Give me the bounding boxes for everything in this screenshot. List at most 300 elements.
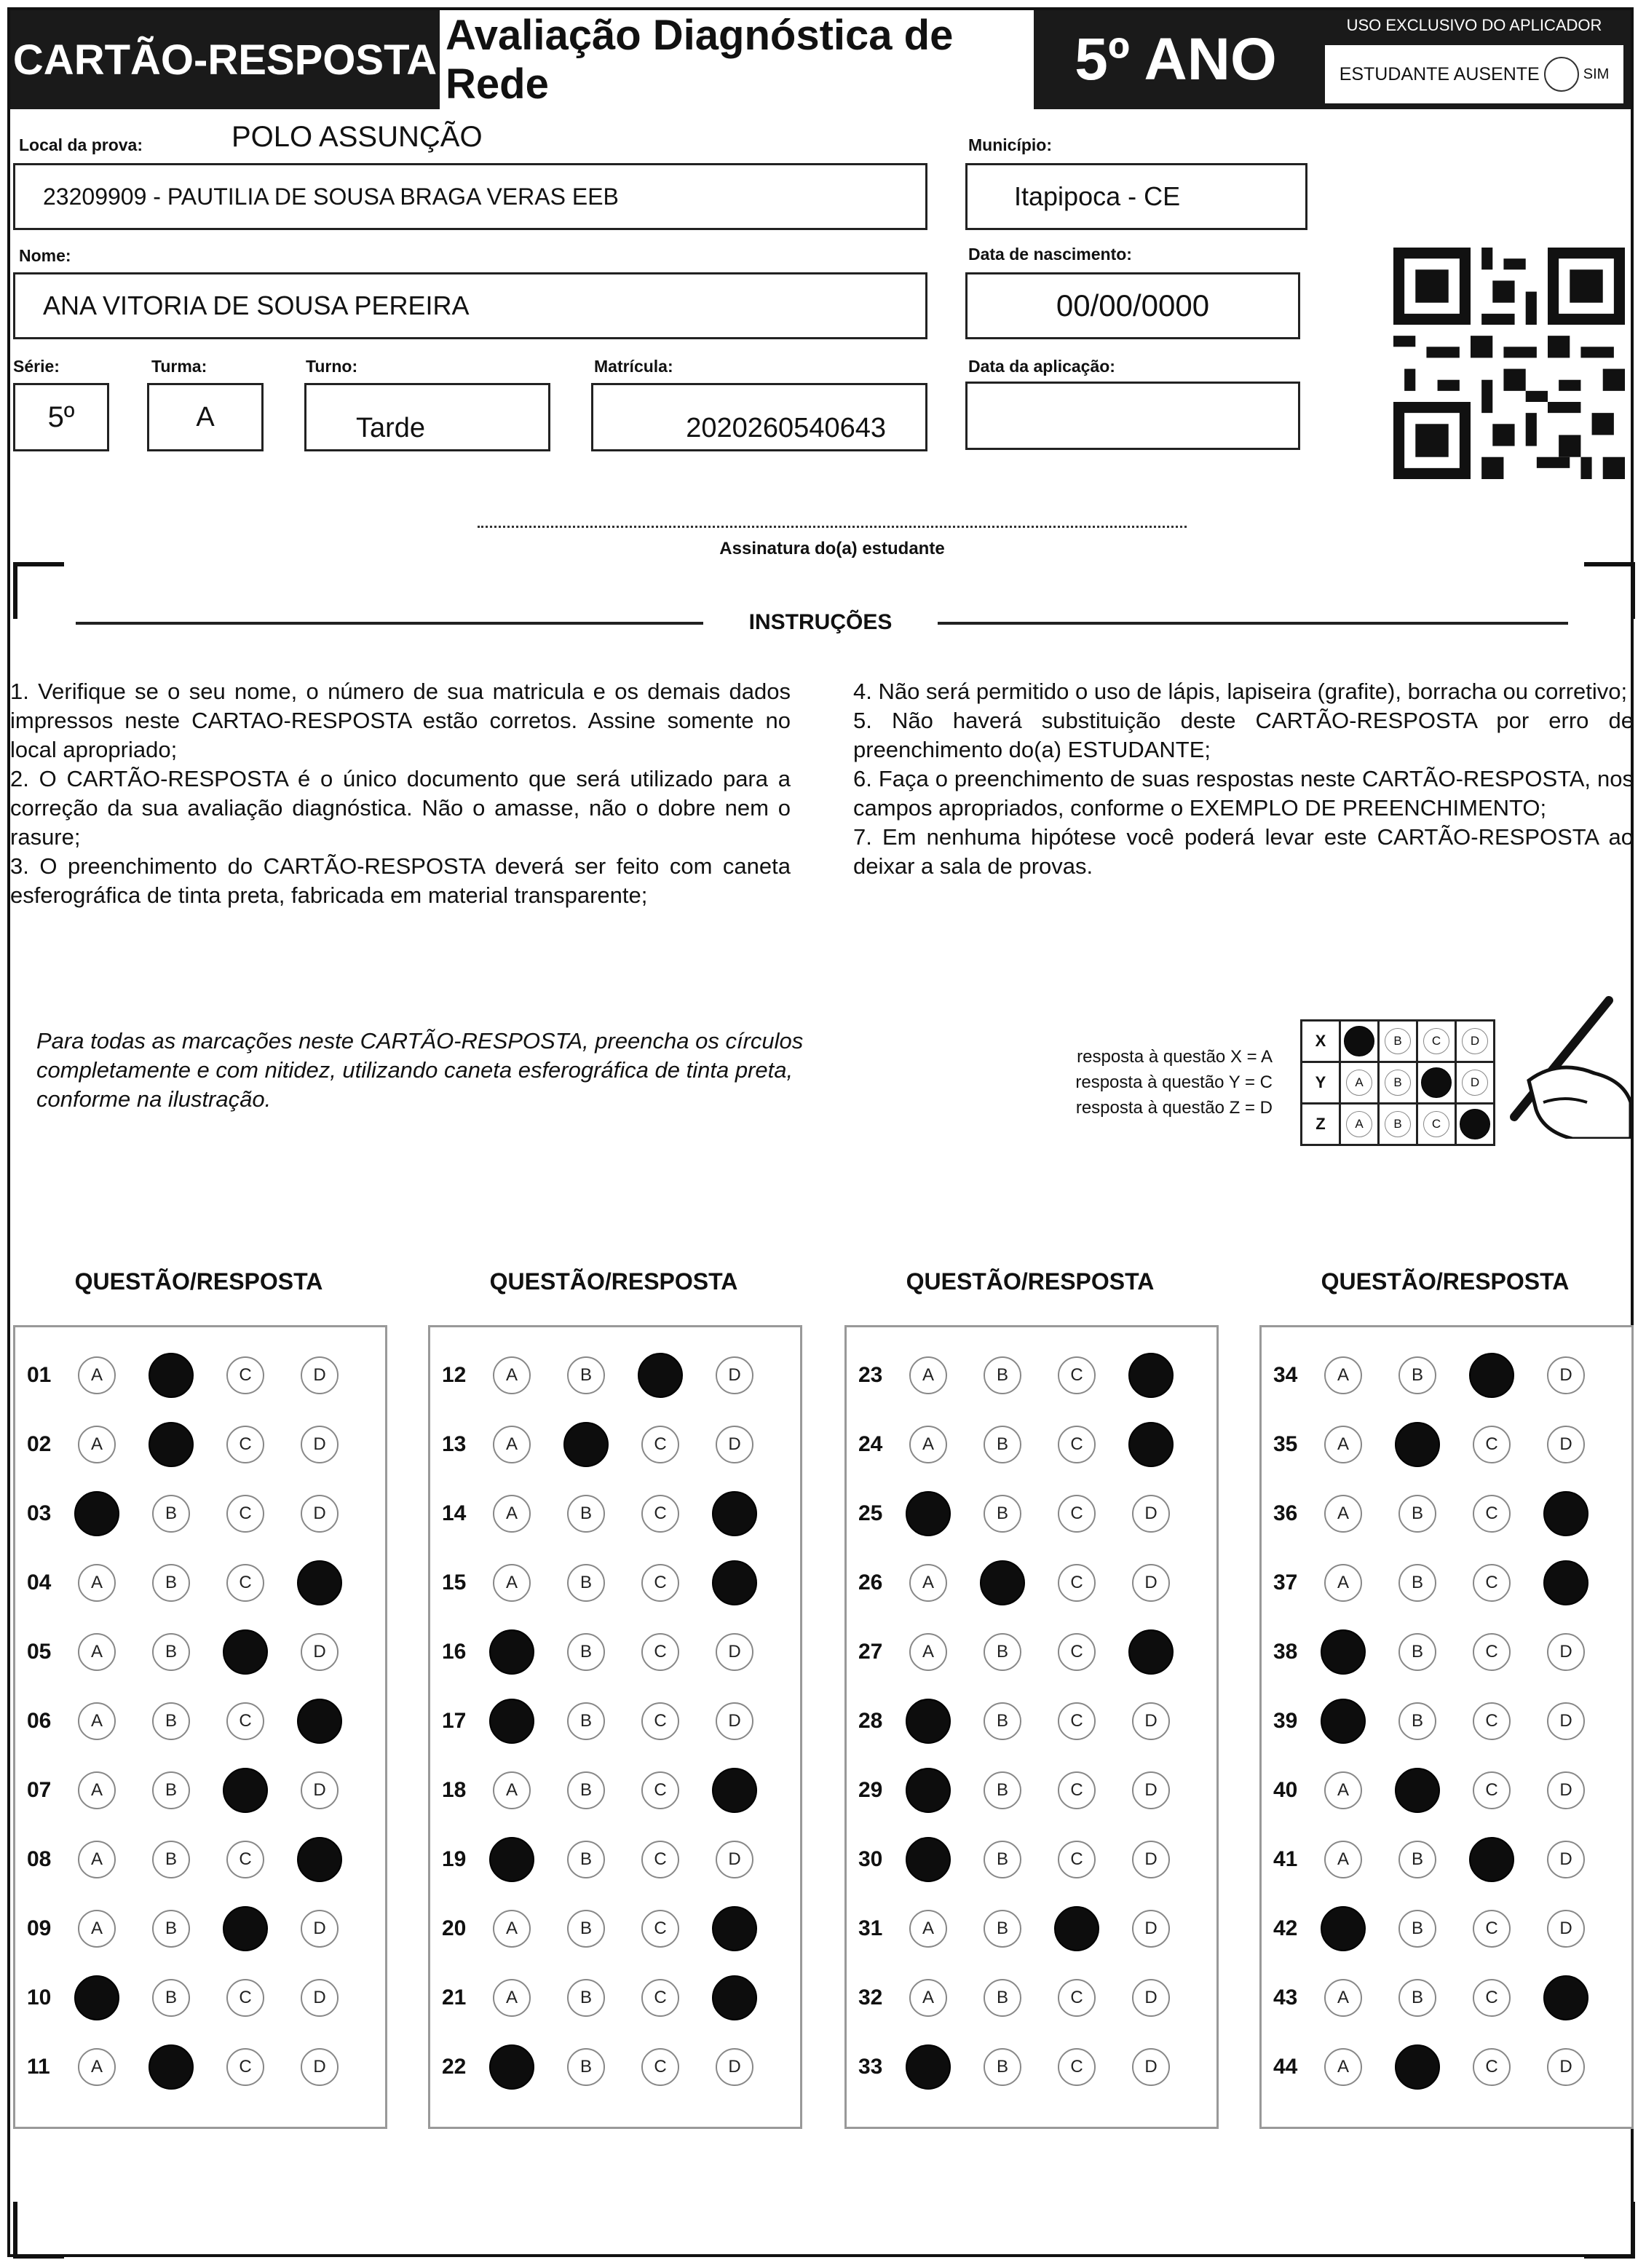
municipio-label: Município: [968, 135, 1052, 154]
answer-bubble-b[interactable] [567, 2048, 605, 2086]
answer-bubble-b[interactable] [1398, 1910, 1436, 1948]
bubble-letter: A [505, 1988, 518, 2007]
answer-bubble-a[interactable] [909, 1426, 947, 1463]
answer-bubble-a[interactable] [1324, 1841, 1362, 1878]
local-value: POLO ASSUNÇÃO [232, 121, 483, 153]
answer-row [430, 1630, 790, 1674]
example-legend [1034, 1044, 1273, 1121]
answer-bubble-b[interactable] [152, 1702, 190, 1740]
answer-bubble-a[interactable] [78, 1910, 116, 1948]
answer-panel [1259, 1325, 1634, 2129]
bubble-letter: D [728, 1434, 741, 1454]
answer-bubble-a[interactable] [1324, 1356, 1362, 1394]
answer-bubble-c[interactable] [223, 1629, 268, 1675]
bubble-letter: B [165, 1573, 177, 1592]
bubble-letter: A [90, 1711, 103, 1731]
answer-bubble-a[interactable] [489, 1629, 534, 1675]
corner-mark-top-right [1584, 562, 1635, 619]
bubble-letter: C [654, 1780, 667, 1800]
bubble-letter: B [579, 1711, 592, 1731]
answer-bubble-d[interactable] [716, 1426, 753, 1463]
bubble-letter: B [996, 1849, 1008, 1869]
turno-field: Tarde [304, 383, 550, 451]
answer-bubble-d[interactable] [716, 1356, 753, 1394]
answer-row [847, 1423, 1206, 1466]
answer-bubble-a[interactable] [909, 1979, 947, 2017]
bubble-letter: C [1070, 1504, 1083, 1523]
bubble-letter: C [1070, 1849, 1083, 1869]
answer-bubble-b[interactable] [152, 1495, 190, 1533]
answer-row [15, 1354, 375, 1397]
answer-bubble-a[interactable] [78, 1702, 116, 1740]
answer-bubble-c[interactable] [1054, 1906, 1099, 1951]
bubble-letter: A [922, 1573, 934, 1592]
answer-bubble-c[interactable] [1473, 1426, 1511, 1463]
answer-bubble-c[interactable] [1058, 1702, 1096, 1740]
answer-bubble-d[interactable] [712, 1906, 757, 1951]
bubble-letter: B [165, 1504, 177, 1523]
aplicacao-label: Data da aplicação: [968, 357, 1115, 376]
answer-bubble-c[interactable] [226, 1564, 264, 1602]
answer-bubble-c[interactable] [1058, 1841, 1096, 1878]
answer-panel [428, 1325, 802, 2129]
answer-bubble-b[interactable] [984, 2048, 1021, 2086]
question-number: 44 [1273, 2055, 1298, 2079]
bubble-letter: C [1485, 1504, 1498, 1523]
answer-bubble-a[interactable] [493, 1910, 531, 1948]
answer-bubble-c[interactable] [641, 1426, 679, 1463]
answer-bubble-d[interactable] [716, 2048, 753, 2086]
answer-bubble-d[interactable] [1132, 2048, 1170, 2086]
bubble-letter: A [505, 1780, 518, 1800]
answer-bubble-a[interactable] [493, 1771, 531, 1809]
answer-bubble-b[interactable] [1398, 1841, 1436, 1878]
answer-bubble-c[interactable] [641, 1910, 679, 1948]
answer-bubble-b[interactable] [1398, 1979, 1436, 2017]
bubble-letter: B [579, 1504, 592, 1523]
answer-bubble-d[interactable] [301, 1910, 339, 1948]
answer-bubble-d[interactable] [1543, 1491, 1588, 1536]
answer-bubble-b[interactable] [567, 1356, 605, 1394]
answer-bubble-c[interactable] [1473, 1564, 1511, 1602]
answer-bubble-d[interactable] [1547, 2048, 1585, 2086]
answer-bubble-c[interactable] [226, 1702, 264, 1740]
question-number: 02 [27, 1432, 52, 1456]
answer-bubble-c[interactable] [1473, 1979, 1511, 2017]
bubble-letter: A [922, 1642, 934, 1662]
answer-row [1262, 1769, 1621, 1812]
answer-bubble-b[interactable] [1398, 1495, 1436, 1533]
bubble-letter: B [165, 1988, 177, 2007]
answer-bubble-c[interactable] [1058, 1979, 1096, 2017]
bubble-letter: C [654, 1849, 667, 1869]
answer-bubble-c[interactable] [1058, 2048, 1096, 2086]
applicator-label: USO EXCLUSIVO DO APLICADOR [1346, 16, 1602, 34]
answer-bubble-d[interactable] [301, 1979, 339, 2017]
bubble-letter: A [1337, 1504, 1349, 1523]
answer-bubble-a[interactable] [1321, 1906, 1366, 1951]
answer-bubble-d[interactable] [716, 1633, 753, 1671]
bubble-letter: A [922, 1988, 934, 2007]
answer-bubble-a[interactable] [78, 1633, 116, 1671]
bubble-letter: B [165, 1849, 177, 1869]
answer-bubble-b[interactable] [567, 1495, 605, 1533]
answer-bubble-d[interactable] [716, 1841, 753, 1878]
answer-bubble-d[interactable] [1547, 1633, 1585, 1671]
answer-bubble-d[interactable] [712, 1491, 757, 1536]
answer-bubble-a[interactable] [1324, 1771, 1362, 1809]
instruction-item: 6. Faça o preenchimento de suas respostas neste CARTÃO-RESPOSTA, nos campos apropriados, conforme o EXEMPLO DE PREENCHIMENTO; [853, 766, 1634, 821]
answer-bubble-a[interactable] [1324, 1564, 1362, 1602]
answer-bubble-a[interactable] [906, 1768, 951, 1813]
bubble-letter: B [996, 1434, 1008, 1454]
answer-row [847, 1769, 1206, 1812]
answer-bubble-b[interactable] [984, 1426, 1021, 1463]
bubble-letter: C [654, 1919, 667, 1938]
bubble-letter: C [239, 1504, 252, 1523]
answer-row [1262, 1699, 1621, 1743]
bubble-letter: A [1337, 1780, 1349, 1800]
bubble-letter: B [1411, 1365, 1423, 1385]
exam-name: Avaliação Diagnóstica de Rede [446, 15, 1034, 105]
answer-bubble-a[interactable] [489, 1837, 534, 1882]
answer-bubble-b[interactable] [567, 1564, 605, 1602]
answer-bubble-d[interactable] [1132, 1979, 1170, 2017]
answer-bubble-a[interactable] [1324, 1495, 1362, 1533]
answer-bubble-b[interactable] [1398, 1356, 1436, 1394]
nascimento-field: 00/00/0000 [965, 272, 1300, 339]
answer-bubble-d[interactable] [716, 1702, 753, 1740]
answer-bubble-b[interactable] [984, 1495, 1021, 1533]
school-field: 23209909 - PAUTILIA DE SOUSA BRAGA VERAS EEB [13, 163, 927, 230]
question-number: 30 [858, 1847, 883, 1871]
answer-row [1262, 1907, 1621, 1951]
turno-label: Turno: [306, 357, 358, 376]
answer-bubble-a[interactable] [1324, 1979, 1362, 2017]
answer-bubble-c[interactable] [223, 1906, 268, 1951]
answer-bubble-c[interactable] [1058, 1495, 1096, 1533]
bubble-letter: B [1411, 1642, 1423, 1662]
answer-bubble-c[interactable] [226, 1979, 264, 2017]
answer-bubble-d[interactable] [1547, 1841, 1585, 1878]
answer-bubble-c[interactable] [641, 1564, 679, 1602]
bubble-letter: B [579, 1573, 592, 1592]
answer-bubble-c[interactable] [1058, 1356, 1096, 1394]
answer-bubble-d[interactable] [1132, 1564, 1170, 1602]
sheet-title: CARTÃO-RESPOSTA [10, 10, 440, 109]
answer-bubble-b[interactable] [984, 1979, 1021, 2017]
answer-row [15, 1561, 375, 1605]
answer-bubble-a[interactable] [909, 1564, 947, 1602]
answer-bubble-c[interactable] [638, 1353, 683, 1398]
answer-bubble-d[interactable] [1132, 1841, 1170, 1878]
example-bubble [1421, 1067, 1452, 1098]
answer-bubble-b[interactable] [1398, 1702, 1436, 1740]
answer-bubble-a[interactable] [493, 1495, 531, 1533]
answer-bubble-b[interactable] [980, 1560, 1025, 1605]
answer-bubble-a[interactable] [493, 1426, 531, 1463]
answer-bubble-b[interactable] [149, 2044, 194, 2090]
answer-bubble-b[interactable] [984, 1841, 1021, 1878]
answer-bubble-d[interactable] [297, 1560, 342, 1605]
question-number: 25 [858, 1501, 883, 1525]
bubble-letter: A [922, 1919, 934, 1938]
answer-bubble-c[interactable] [1473, 2048, 1511, 2086]
answer-bubble-a[interactable] [493, 1979, 531, 2017]
bubble-letter: D [1559, 1849, 1572, 1869]
answer-bubble-a[interactable] [78, 1564, 116, 1602]
answer-bubble-c[interactable] [1473, 1702, 1511, 1740]
answer-bubble-d[interactable] [1547, 1771, 1585, 1809]
answer-bubble-d[interactable] [301, 1633, 339, 1671]
answer-bubble-c[interactable] [226, 1426, 264, 1463]
bubble-letter: B [165, 1780, 177, 1800]
example-question-label: Y [1302, 1062, 1340, 1104]
answer-bubble-c[interactable] [1058, 1633, 1096, 1671]
answer-bubble-d[interactable] [1132, 1771, 1170, 1809]
answer-bubble-a[interactable] [1321, 1629, 1366, 1675]
answer-bubble-b[interactable] [1398, 1633, 1436, 1671]
bubble-letter: A [505, 1434, 518, 1454]
answer-bubble-b[interactable] [152, 1633, 190, 1671]
answer-bubble-d[interactable] [1132, 1495, 1170, 1533]
bubble-letter: B [996, 1365, 1008, 1385]
answer-bubble-a[interactable] [489, 1699, 534, 1744]
question-number: 43 [1273, 1986, 1298, 2010]
answer-bubble-c[interactable] [226, 2048, 264, 2086]
bubble-letter: A [90, 1573, 103, 1592]
answer-bubble-c[interactable] [1469, 1353, 1514, 1398]
answer-bubble-c[interactable] [641, 1495, 679, 1533]
answer-bubble-d[interactable] [301, 1356, 339, 1394]
answer-row [847, 1838, 1206, 1881]
answer-bubble-b[interactable] [152, 1910, 190, 1948]
bubble-letter: C [654, 1504, 667, 1523]
answer-bubble-a[interactable] [74, 1491, 119, 1536]
answer-bubble-a[interactable] [909, 1910, 947, 1948]
answer-column-title: QUESTÃO/RESPOSTA [1321, 1268, 1570, 1295]
bubble-letter: A [90, 1919, 103, 1938]
answer-bubble-d[interactable] [301, 1771, 339, 1809]
answer-bubble-b[interactable] [152, 1564, 190, 1602]
bubble-letter: B [996, 1780, 1008, 1800]
bubble-letter: D [1144, 1988, 1158, 2007]
answer-row [1262, 2045, 1621, 2089]
answer-bubble-a[interactable] [906, 1699, 951, 1744]
answer-row [430, 1492, 790, 1536]
fill-note: Para todas as marcações neste CARTÃO-RESPOSTA, preencha os círculos completamente e com nitidez, utilizando caneta esferográfica de tinta preta, conforme na ilustração. [36, 1028, 804, 1112]
bubble-letter: D [728, 2057, 741, 2077]
bubble-letter: C [1070, 2057, 1083, 2077]
qr-code [1393, 248, 1625, 479]
answer-bubble-d[interactable] [1128, 1353, 1174, 1398]
matricula-field: 2020260540643 [591, 383, 927, 451]
answer-bubble-b[interactable] [984, 1633, 1021, 1671]
question-number: 42 [1273, 1916, 1298, 1940]
answer-bubble-a[interactable] [78, 1771, 116, 1809]
bubble-letter: D [1559, 1711, 1572, 1731]
answer-bubble-d[interactable] [1547, 1702, 1585, 1740]
answer-bubble-b[interactable] [1395, 2044, 1440, 2090]
answer-bubble-d[interactable] [1132, 1910, 1170, 1948]
answer-bubble-b[interactable] [984, 1771, 1021, 1809]
answer-bubble-c[interactable] [226, 1841, 264, 1878]
absent-bubble[interactable] [1544, 57, 1579, 92]
answer-bubble-a[interactable] [909, 1633, 947, 1671]
answer-bubble-d[interactable] [301, 2048, 339, 2086]
answer-bubble-c[interactable] [641, 2048, 679, 2086]
serie-field: 5º [13, 383, 109, 451]
answer-bubble-b[interactable] [567, 1633, 605, 1671]
bubble-letter: C [654, 1434, 667, 1454]
question-number: 11 [27, 2055, 50, 2079]
answer-bubble-c[interactable] [1473, 1771, 1511, 1809]
instructions-rule-left [76, 622, 703, 625]
answer-bubble-b[interactable] [1395, 1768, 1440, 1813]
answer-bubble-c[interactable] [1058, 1771, 1096, 1809]
answer-bubble-c[interactable] [641, 1979, 679, 2017]
question-number: 01 [27, 1363, 52, 1387]
bubble-letter: C [1485, 2057, 1498, 2077]
answer-bubble-b[interactable] [152, 1979, 190, 2017]
answer-bubble-b[interactable] [984, 1702, 1021, 1740]
bubble-letter: D [1559, 1434, 1572, 1454]
answer-row [430, 2045, 790, 2089]
answer-bubble-a[interactable] [78, 1356, 116, 1394]
answer-bubble-d[interactable] [712, 1975, 757, 2020]
answer-bubble-b[interactable] [567, 1841, 605, 1878]
question-number: 07 [27, 1778, 52, 1802]
bubble-letter: A [90, 1780, 103, 1800]
bubble-letter: D [1144, 1573, 1158, 1592]
answer-bubble-a[interactable] [1324, 2048, 1362, 2086]
answer-bubble-a[interactable] [906, 1491, 951, 1536]
answer-bubble-a[interactable] [906, 1837, 951, 1882]
absent-field [1325, 45, 1623, 103]
answer-row [847, 1976, 1206, 2020]
answer-bubble-b[interactable] [152, 1771, 190, 1809]
answer-column-title: QUESTÃO/RESPOSTA [74, 1268, 323, 1295]
bubble-letter: C [239, 1988, 252, 2007]
answer-bubble-b[interactable] [149, 1422, 194, 1467]
answer-bubble-c[interactable] [1058, 1426, 1096, 1463]
answer-row [15, 1838, 375, 1881]
answer-bubble-b[interactable] [1395, 1422, 1440, 1467]
answer-bubble-c[interactable] [226, 1356, 264, 1394]
bubble-letter: B [996, 1988, 1008, 2007]
answer-bubble-a[interactable] [78, 2048, 116, 2086]
answer-bubble-d[interactable] [1128, 1422, 1174, 1467]
answer-bubble-d[interactable] [712, 1560, 757, 1605]
answer-bubble-c[interactable] [223, 1768, 268, 1813]
example-bubble [1344, 1026, 1374, 1056]
example-bubble: C [1423, 1028, 1449, 1054]
question-number: 22 [442, 2055, 467, 2079]
answer-bubble-b[interactable] [563, 1422, 609, 1467]
answer-column-title: QUESTÃO/RESPOSTA [906, 1268, 1155, 1295]
answer-bubble-d[interactable] [297, 1837, 342, 1882]
answer-row [1262, 1976, 1621, 2020]
answer-bubble-b[interactable] [984, 1910, 1021, 1948]
answer-bubble-a[interactable] [493, 1356, 531, 1394]
answer-bubble-c[interactable] [1469, 1837, 1514, 1882]
answer-row [430, 1907, 790, 1951]
example-bubble: C [1423, 1111, 1449, 1137]
answer-bubble-d[interactable] [712, 1768, 757, 1813]
answer-bubble-c[interactable] [641, 1633, 679, 1671]
question-number: 39 [1273, 1709, 1298, 1733]
bubble-letter: A [505, 1504, 518, 1523]
answer-panel [844, 1325, 1219, 2129]
answer-bubble-a[interactable] [1324, 1426, 1362, 1463]
answer-bubble-d[interactable] [297, 1699, 342, 1744]
answer-bubble-a[interactable] [493, 1564, 531, 1602]
answer-bubble-a[interactable] [489, 2044, 534, 2090]
answer-bubble-c[interactable] [641, 1841, 679, 1878]
answer-bubble-d[interactable] [301, 1426, 339, 1463]
nascimento-label: Data de nascimento: [968, 245, 1132, 264]
answer-bubble-d[interactable] [1547, 1426, 1585, 1463]
corner-mark-bottom-left [13, 2202, 64, 2259]
answer-bubble-a[interactable] [78, 1841, 116, 1878]
serie-label: Série: [13, 357, 60, 376]
answer-bubble-a[interactable] [74, 1975, 119, 2020]
bubble-letter: C [1485, 1642, 1498, 1662]
example-bubble: B [1385, 1028, 1411, 1054]
answer-bubble-b[interactable] [567, 1910, 605, 1948]
bubble-letter: B [996, 1504, 1008, 1523]
answer-bubble-b[interactable] [152, 1841, 190, 1878]
answer-bubble-d[interactable] [1547, 1910, 1585, 1948]
corner-mark-bottom-right [1584, 2202, 1635, 2259]
answer-bubble-d[interactable] [1543, 1975, 1588, 2020]
answer-bubble-d[interactable] [1132, 1702, 1170, 1740]
instruction-item: 1. Verifique se o seu nome, o número de sua matricula e os demais dados impressos neste CARTAO-RESPOSTA estão corretos. Assine somente no local apropriado; [10, 679, 791, 762]
answer-bubble-d[interactable] [1547, 1356, 1585, 1394]
answer-bubble-d[interactable] [301, 1495, 339, 1533]
bubble-letter: B [996, 2057, 1008, 2077]
answer-bubble-b[interactable] [567, 1771, 605, 1809]
answer-bubble-a[interactable] [1321, 1699, 1366, 1744]
example-line: resposta à questão X = A [1077, 1047, 1273, 1067]
answer-bubble-c[interactable] [226, 1495, 264, 1533]
bubble-letter: D [313, 2057, 326, 2077]
answer-bubble-c[interactable] [1473, 1495, 1511, 1533]
answer-row [430, 1976, 790, 2020]
answer-bubble-a[interactable] [909, 1356, 947, 1394]
answer-bubble-c[interactable] [1058, 1564, 1096, 1602]
answer-bubble-c[interactable] [641, 1771, 679, 1809]
answer-bubble-b[interactable] [1398, 1564, 1436, 1602]
answer-bubble-b[interactable] [567, 1979, 605, 2017]
answer-bubble-a[interactable] [906, 2044, 951, 2090]
answer-bubble-c[interactable] [641, 1702, 679, 1740]
answer-bubble-c[interactable] [1473, 1910, 1511, 1948]
signature-line[interactable] [478, 526, 1187, 528]
answer-bubble-b[interactable] [567, 1702, 605, 1740]
answer-bubble-d[interactable] [1128, 1629, 1174, 1675]
answer-bubble-d[interactable] [1543, 1560, 1588, 1605]
question-number: 33 [858, 2055, 883, 2079]
question-number: 21 [442, 1986, 467, 2010]
bubble-letter: B [165, 1919, 177, 1938]
answer-bubble-a[interactable] [78, 1426, 116, 1463]
answer-row [15, 1630, 375, 1674]
corner-mark-top-left [13, 562, 64, 619]
answer-bubble-b[interactable] [149, 1353, 194, 1398]
answer-bubble-c[interactable] [1473, 1633, 1511, 1671]
answer-bubble-b[interactable] [984, 1356, 1021, 1394]
